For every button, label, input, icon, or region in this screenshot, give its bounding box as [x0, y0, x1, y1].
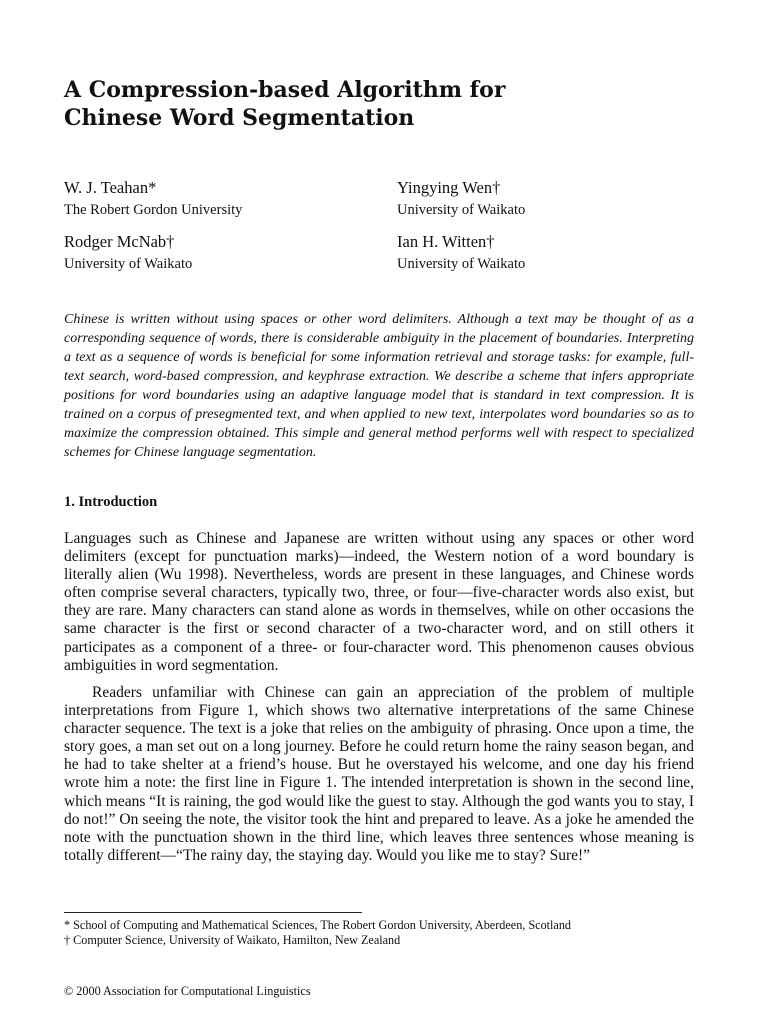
- author-block: [64, 232, 384, 274]
- body-paragraph: Languages such as Chinese and Japanese are written without using any spaces or other word delimiters (except for punctuation marks)—indeed, the Western notion of a word boundary is literally alien (Wu 1998). Nevertheless, words are present in these languages, and Chinese words often comprise several characters, typically two, three, or four—five-character words also exist, but they are rare. Many characters can stand alone as words in themselves, while on other occasions the same character is the first or second character of a two-character word, and on still others it participates as a component of a three- or four-character word. This phenomenon causes obvious ambiguities in word segmentation.: [64, 530, 694, 674]
- section-heading: 1. Introduction: [64, 494, 158, 510]
- author-name: Ian H. Witten†: [397, 232, 495, 251]
- footnote: † Computer Science, University of Waikato, Hamilton, New Zealand: [64, 933, 401, 947]
- author-name: W. J. Teahan*: [64, 178, 157, 197]
- author-name: Rodger McNab†: [64, 232, 175, 251]
- author-affiliation: The Robert Gordon University: [64, 202, 243, 218]
- author-name: Yingying Wen†: [397, 178, 501, 197]
- abstract: Chinese is written without using spaces or other word delimiters. Although a text may be thought of as a corresponding sequence of words, there is considerable ambiguity in the placement of boundaries. Interpreting a text as a sequence of words is beneficial for some information retrieval and storage tasks: for example, full-text search, word-based compression, and keyphrase extraction. We describe a scheme that infers appropriate positions for word boundaries using an adaptive language model that is standard in text compression. It is trained on a corpus of presegmented text, and when applied to new text, interpolates word boundaries so as to maximize the compression obtained. This simple and general method performs well with respect to specialized schemes for Chinese language segmentation.: [64, 312, 694, 460]
- author-block: [397, 232, 717, 274]
- author-affiliation: University of Waikato: [64, 256, 193, 272]
- footnote: * School of Computing and Mathematical Sciences, The Robert Gordon University, Aberdeen, Scotland: [64, 918, 572, 932]
- footnote-divider: [64, 912, 362, 913]
- author-block: [397, 178, 717, 220]
- paper-title: [64, 76, 704, 132]
- footnotes: [64, 918, 704, 948]
- body-paragraph: Readers unfamiliar with Chinese can gain an appreciation of the problem of multiple interpretations from Figure 1, which shows two alternative interpretations of the same Chinese character sequence. The text is a joke that relies on the ambiguity of phrasing. Once upon a time, the story goes, a man set out on a long journey. Before he could return home the rainy season began, and he had to take shelter at a friend’s house. But he overstayed his welcome, and one day his friend wrote him a note: the first line in Figure 1. The intended interpretation is shown in the second line, which means “It is raining, the god would like the guest to stay. Although the god wants you to stay, I do not!” On seeing the note, the visitor took the hint and prepared to leave. As a joke he amended the note with the punctuation shown in the third line, which leaves three sentences whose meaning is totally different—“The rainy day, the staying day. Would you like me to stay? Sure!”: [64, 684, 694, 864]
- title-line-2: Chinese Word Segmentation: [64, 105, 415, 131]
- author-block: [64, 178, 384, 220]
- author-affiliation: University of Waikato: [397, 256, 526, 272]
- title-line-1: A Compression-based Algorithm for: [64, 77, 506, 103]
- copyright-notice: © 2000 Association for Computational Linguistics: [64, 984, 311, 998]
- author-affiliation: University of Waikato: [397, 202, 526, 218]
